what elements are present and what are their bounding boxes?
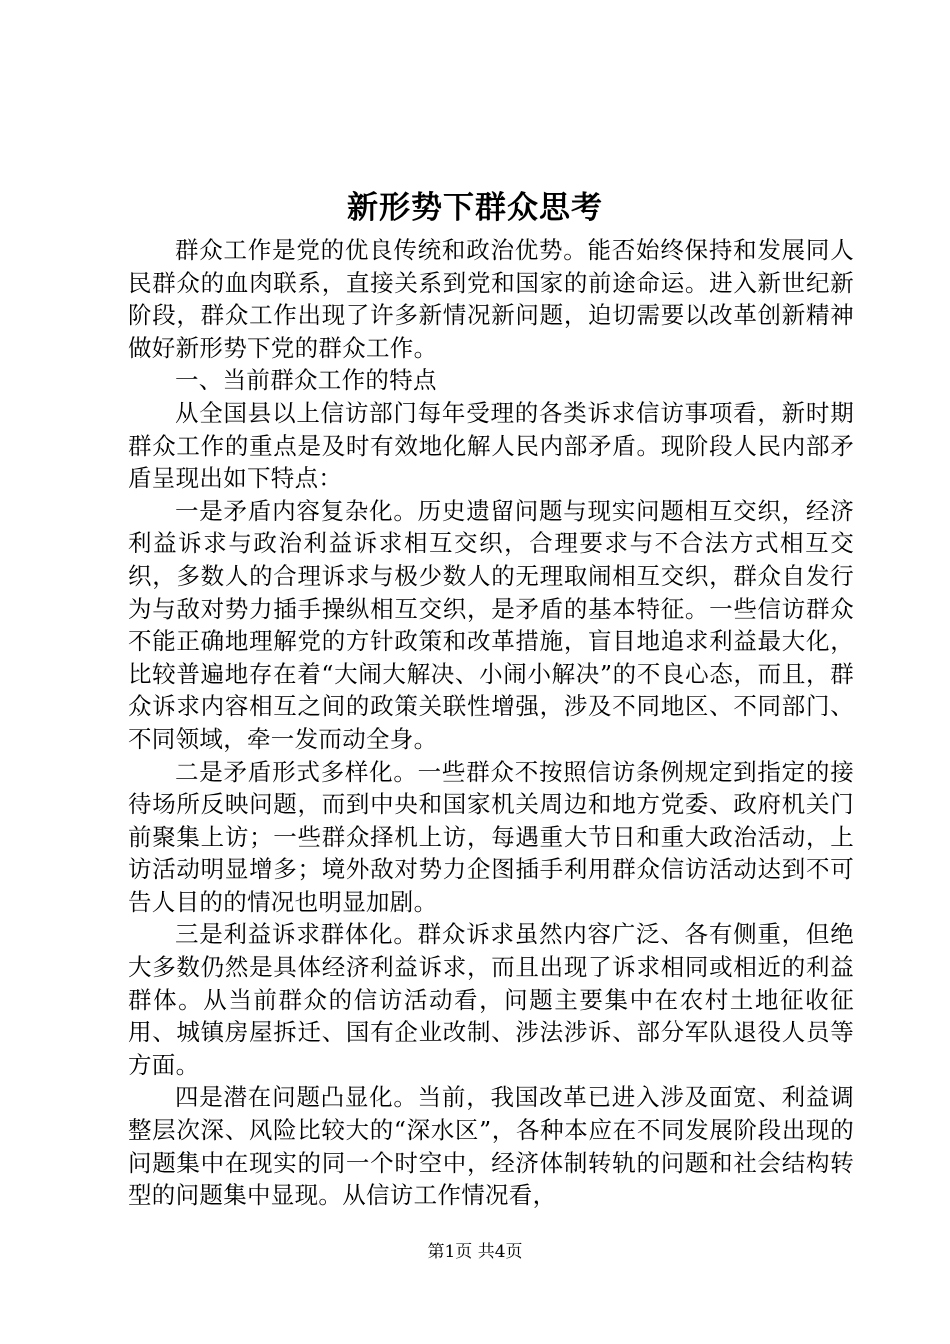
paragraph-point-1: 一是矛盾内容复杂化。历史遗留问题与现实问题相互交织，经济利益诉求与政治利益诉求相互交织，合理要求与不合法方式相互交织，多数人的合理诉求与极少数人的无理取闹相互交织，群众自发行为与敌对势力插手操纵相互交织，是矛盾的基本特征。一些信访群众不能正确地理解党的方针政策和改革措施，盲目地追求利益最大化，比较普遍地存在着“大闹大解决、小闹小解决”的不良心态，而且，群众诉求内容相互之间的政策关联性增强，涉及不同地区、不同部门、不同领域，牵一发而动全身。 <box>128 496 854 753</box>
document-title: 新形势下群众思考 <box>347 190 603 226</box>
section-heading-1: 一、当前群众工作的特点 <box>175 366 437 395</box>
page-number-footer: 第1页 共4页 <box>427 1242 523 1262</box>
paragraph-intro: 群众工作是党的优良传统和政治优势。能否始终保持和发展同人民群众的血肉联系，直接关系到党和国家的前途命运。进入新世纪新阶段，群众工作出现了许多新情况新问题，迫切需要以改革创新精神做好新形势下党的群众工作。 <box>128 236 854 362</box>
paragraph-point-4: 四是潜在问题凸显化。当前，我国改革已进入涉及面宽、利益调整层次深、风险比较大的“深水区”，各种本应在不同发展阶段出现的问题集中在现实的同一个时空中，经济体制转轨的问题和社会结构转型的问题集中显现。从信访工作情况看， <box>128 1083 854 1210</box>
document-body <box>128 234 854 1212</box>
paragraph-point-3: 三是利益诉求群体化。群众诉求虽然内容广泛、各有侧重，但绝大多数仍然是具体经济利益诉求，而且出现了诉求相同或相近的利益群体。从当前群众的信访活动看，问题主要集中在农村土地征收征用、城镇房屋拆迁、国有企业改制、涉法涉诉、部分军队退役人员等方面。 <box>128 920 854 1079</box>
paragraph-point-2: 二是矛盾形式多样化。一些群众不按照信访条例规定到指定的接待场所反映问题，而到中央和国家机关周边和地方党委、政府机关门前聚集上访；一些群众择机上访，每遇重大节日和重大政治活动，上访活动明显增多；境外敌对势力企图插手利用群众信访活动达到不可告人目的的情况也明显加剧。 <box>128 757 854 916</box>
paragraph-overview: 从全国县以上信访部门每年受理的各类诉求信访事项看，新时期群众工作的重点是及时有效地化解人民内部矛盾。现阶段人民内部矛盾呈现出如下特点： <box>128 398 854 493</box>
